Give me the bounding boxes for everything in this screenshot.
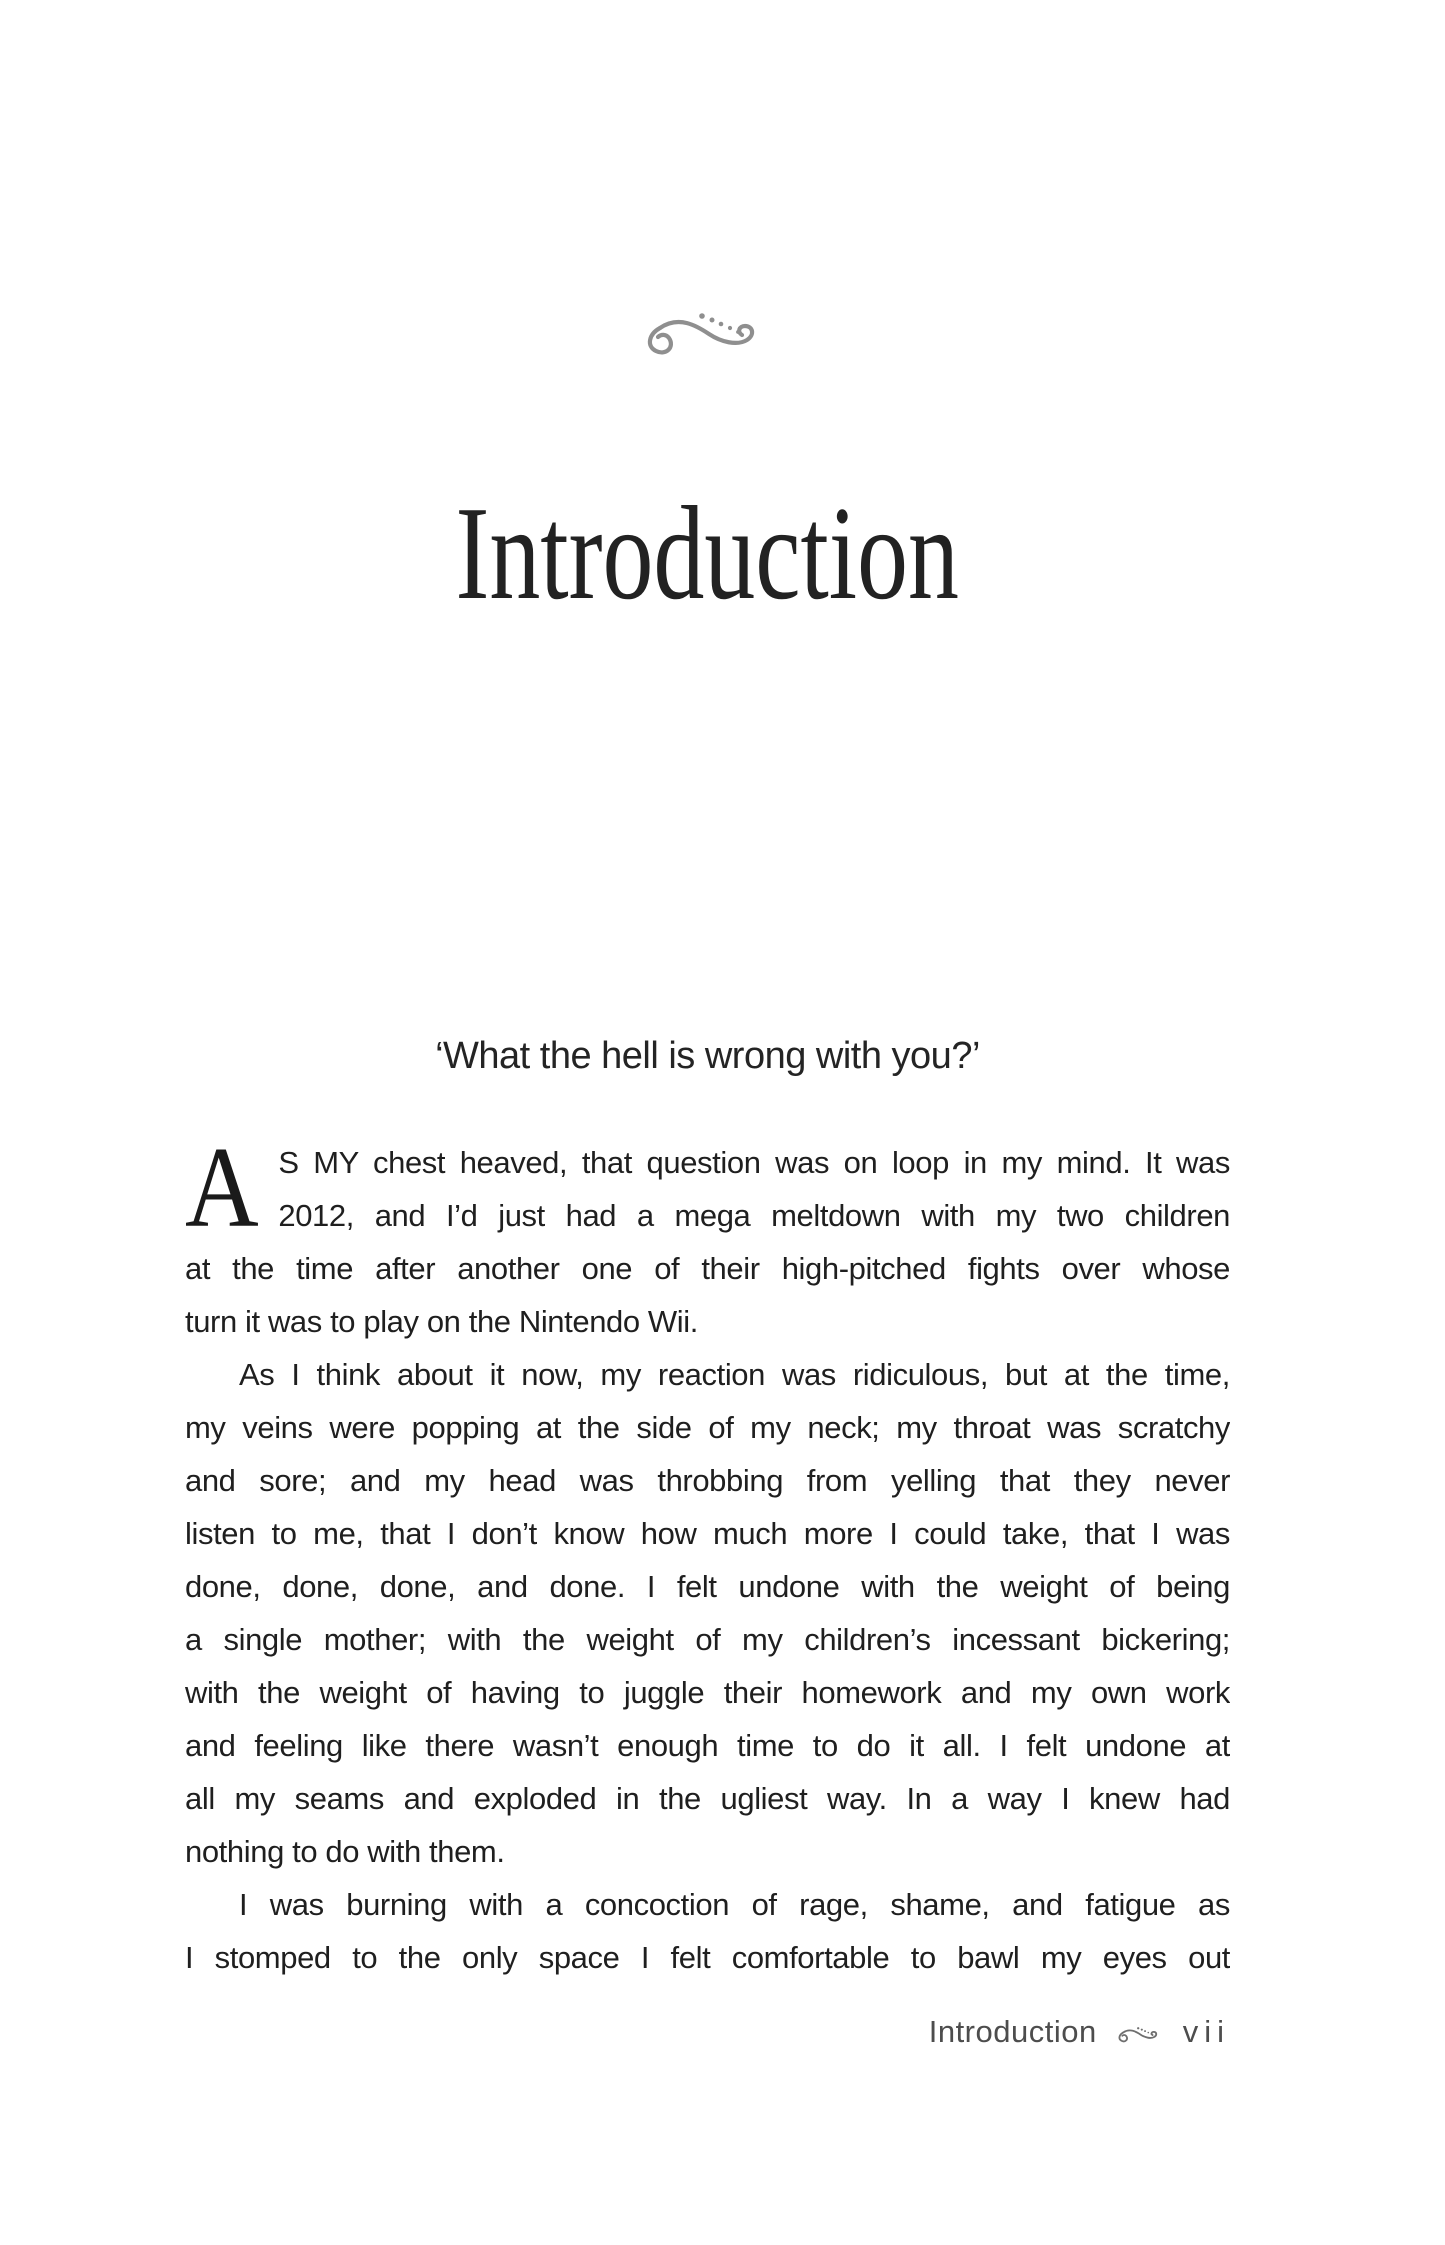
text-line: S MY chest heaved, that question was on loop in my mind. It was [278, 1145, 1230, 1180]
text-line: and feeling like there wasn’t enough time to do it all. I felt undone at [185, 1728, 1230, 1763]
text-line: at the time after another one of their high-pitched fights over whose [185, 1251, 1230, 1286]
page-number: vii [1182, 2014, 1230, 2049]
text-line: all my seams and exploded in the ugliest way. In a way I knew had [185, 1781, 1230, 1816]
text-line: with the weight of having to juggle their homework and my own work [185, 1675, 1230, 1710]
swirl-flourish-icon [645, 307, 769, 357]
paragraph [185, 1348, 1230, 1878]
text-line: my veins were popping at the side of my neck; my throat was scratchy [185, 1410, 1230, 1445]
text-line: I stomped to the only space I felt comfortable to bawl my eyes out [185, 1940, 1230, 1975]
swirl-flourish-icon [1117, 2025, 1163, 2043]
drop-cap: A [185, 1124, 259, 1252]
text-line: As I think about it now, my reaction was ridiculous, but at the time, [239, 1357, 1230, 1392]
body-text [185, 1124, 1230, 1984]
text-line: listen to me, that I don’t know how much more I could take, that I was [185, 1516, 1230, 1551]
paragraph [185, 1124, 1230, 1348]
text-line: a single mother; with the weight of my children’s incessant bickering; [185, 1622, 1230, 1657]
epigraph: ‘What the hell is wrong with you?’ [435, 1035, 980, 1077]
text-line: 2012, and I’d just had a mega meltdown with my two children [278, 1198, 1230, 1233]
paragraph [185, 1878, 1230, 1984]
text-line: turn it was to play on the Nintendo Wii. [185, 1304, 698, 1339]
text-line: done, done, done, and done. I felt undone with the weight of being [185, 1569, 1230, 1604]
text-line: and sore; and my head was throbbing from yelling that they never [185, 1463, 1230, 1498]
footer-chapter-label: Introduction [928, 2014, 1097, 2049]
page-title: Introduction [455, 479, 960, 627]
text-line: nothing to do with them. [185, 1834, 505, 1869]
text-line: I was burning with a concoction of rage, shame, and fatigue as [239, 1887, 1230, 1922]
running-footer [185, 2014, 1230, 2050]
